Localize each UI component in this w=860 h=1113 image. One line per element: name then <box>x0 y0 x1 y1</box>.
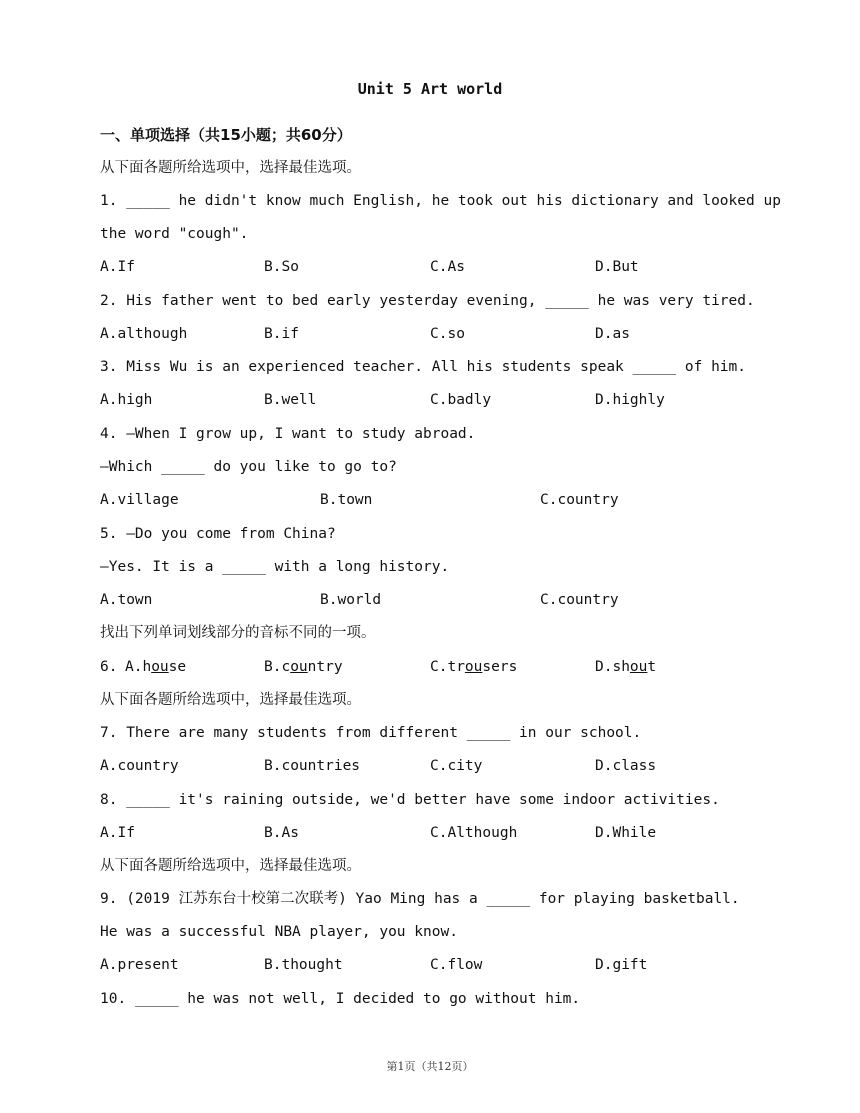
question-5-line-1: 5. —Do you come from China? <box>100 526 336 542</box>
q1-option-c: C.As <box>430 259 465 275</box>
q6-option-d: D.shout <box>595 659 657 675</box>
q8-option-a: A.If <box>100 825 135 841</box>
q4-option-c: C.country <box>540 492 619 508</box>
q3-option-b: B.well <box>264 392 317 408</box>
q2-option-d: D.as <box>595 326 630 342</box>
q3-option-d: D.highly <box>595 392 665 408</box>
q2-option-c: C.so <box>430 326 465 342</box>
instruction-3: 从下面各题所给选项中，选择最佳选项。 <box>100 692 361 708</box>
q1-option-d: D.But <box>595 259 639 275</box>
q7-option-a: A.country <box>100 758 179 774</box>
question-3-line-1: 3. Miss Wu is an experienced teacher. All his students speak _____ of him. <box>100 359 747 375</box>
q7-option-d: D.class <box>595 758 657 774</box>
q2-option-a: A.although <box>100 326 188 342</box>
q5-option-c: C.country <box>540 592 619 608</box>
q5-option-b: B.world <box>320 592 382 608</box>
q1-option-b: B.So <box>264 259 299 275</box>
q9-option-d: D.gift <box>595 957 648 973</box>
question-7-line-1: 7. There are many students from different _____ in our school. <box>100 725 642 741</box>
question-4-line-1: 4. —When I grow up, I want to study abroad. <box>100 426 476 442</box>
q4-option-b: B.town <box>320 492 373 508</box>
q7-option-c: C.city <box>430 758 483 774</box>
q4-option-a: A.village <box>100 492 179 508</box>
q9-option-c: C.flow <box>430 957 483 973</box>
instruction-4: 从下面各题所给选项中，选择最佳选项。 <box>100 858 361 874</box>
question-6-number: 6. <box>100 659 127 675</box>
question-1-line-2: the word "cough". <box>100 226 249 242</box>
question-9-line-2: He was a successful NBA player, you know. <box>100 924 458 940</box>
q8-option-c: C.Although <box>430 825 518 841</box>
page-footer: 第1页（共12页） <box>386 1060 474 1073</box>
question-1-line-1: 1. _____ he didn't know much English, he took out his dictionary and looked up <box>100 193 781 209</box>
question-2-line-1: 2. His father went to bed early yesterday evening, _____ he was very tired. <box>100 293 755 309</box>
q8-option-b: B.As <box>264 825 299 841</box>
question-8-line-1: 8. _____ it's raining outside, we'd better have some indoor activities. <box>100 792 720 808</box>
q6-option-a: A.house <box>125 659 187 675</box>
q3-option-a: A.high <box>100 392 153 408</box>
q5-option-a: A.town <box>100 592 153 608</box>
q8-option-d: D.While <box>595 825 657 841</box>
question-10-line-1: 10. _____ he was not well, I decided to go without him. <box>100 991 581 1007</box>
q2-option-b: B.if <box>264 326 299 342</box>
instruction-1: 从下面各题所给选项中，选择最佳选项。 <box>100 160 361 176</box>
page-title: Unit 5 Art world <box>357 80 503 98</box>
q6-option-c: C.trousers <box>430 659 518 675</box>
instruction-2: 找出下列单词划线部分的音标不同的一项。 <box>100 625 376 641</box>
q7-option-b: B.countries <box>264 758 361 774</box>
question-4-line-2: —Which _____ do you like to go to? <box>100 459 397 475</box>
q3-option-c: C.badly <box>430 392 492 408</box>
q9-option-a: A.present <box>100 957 179 973</box>
section-heading: 一、单项选择（共15小题；共60分） <box>100 126 352 144</box>
q1-option-a: A.If <box>100 259 135 275</box>
q9-option-b: B.thought <box>264 957 343 973</box>
q6-option-b: B.country <box>264 659 343 675</box>
question-5-line-2: —Yes. It is a _____ with a long history. <box>100 559 450 575</box>
question-9-line-1: 9. (2019 江苏东台十校第二次联考) Yao Ming has a _____ for playing basketball. <box>100 891 740 907</box>
